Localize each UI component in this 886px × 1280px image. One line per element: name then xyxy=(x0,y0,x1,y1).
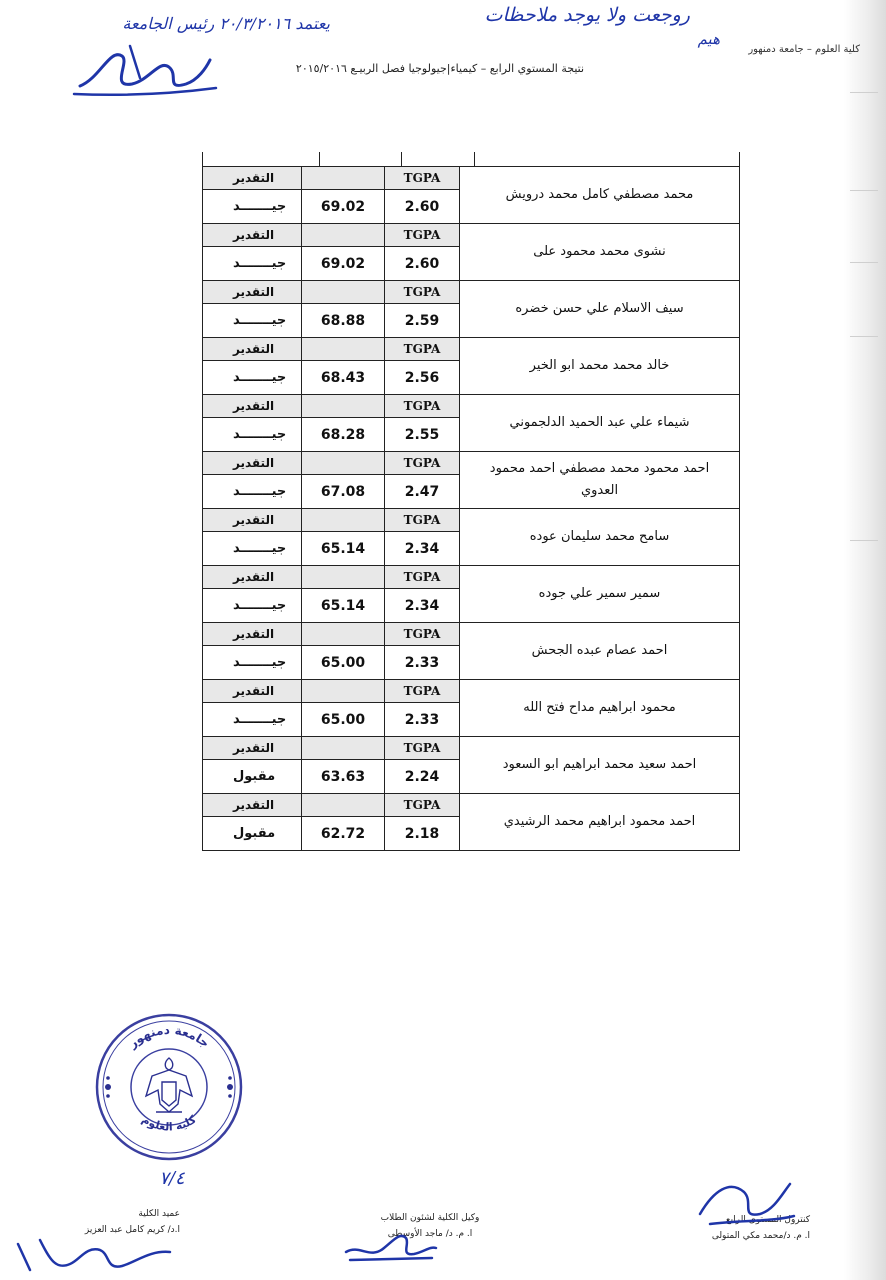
president-signature xyxy=(70,38,220,100)
grade-value: جيـــــــد xyxy=(203,475,302,509)
tgpa-header: TGPA xyxy=(385,680,460,703)
tgpa-header: TGPA xyxy=(385,623,460,646)
grade-value: جيـــــــد xyxy=(203,361,302,395)
student-name: احمد سعيد محمد ابراهيم ابو السعود xyxy=(460,737,740,794)
tgpa-value: 2.33 xyxy=(385,646,460,680)
grade-header: التقدير xyxy=(203,794,302,817)
table-row-header xyxy=(203,794,740,817)
percent-value: 68.88 xyxy=(302,304,385,338)
percent-header xyxy=(302,395,385,418)
percent-value: 69.02 xyxy=(302,247,385,281)
grade-header: التقدير xyxy=(203,452,302,475)
grade-header: التقدير xyxy=(203,281,302,304)
table-row-header xyxy=(203,224,740,247)
grade-value: جيـــــــد xyxy=(203,703,302,737)
grade-value: جيـــــــد xyxy=(203,646,302,680)
control-signature xyxy=(690,1170,800,1230)
grade-header: التقدير xyxy=(203,566,302,589)
tgpa-header: TGPA xyxy=(385,566,460,589)
tgpa-header: TGPA xyxy=(385,224,460,247)
dean-title: عميد الكلية xyxy=(138,1209,180,1219)
percent-value: 65.14 xyxy=(302,589,385,623)
grades-table xyxy=(202,166,740,851)
tgpa-value: 2.56 xyxy=(385,361,460,395)
student-name: محمد مصطفي كامل محمد درويش xyxy=(460,167,740,224)
tgpa-value: 2.60 xyxy=(385,190,460,224)
student-name: احمد عصام عبده الجحش xyxy=(460,623,740,680)
faculty-line: كلية العلوم – جامعة دمنهور xyxy=(748,44,860,55)
grade-value: جيـــــــد xyxy=(203,304,302,338)
control-title: كنترول المستوى الرابع xyxy=(725,1215,810,1225)
percent-value: 68.28 xyxy=(302,418,385,452)
dean-signature xyxy=(10,1230,180,1278)
grade-header: التقدير xyxy=(203,338,302,361)
student-name: شيماء علي عبد الحميد الدلجموني xyxy=(460,395,740,452)
table-row-header xyxy=(203,737,740,760)
tgpa-header: TGPA xyxy=(385,395,460,418)
tgpa-value: 2.55 xyxy=(385,418,460,452)
percent-header xyxy=(302,452,385,475)
edge-ghost-line xyxy=(850,92,878,93)
stub-line xyxy=(739,152,740,166)
tgpa-header: TGPA xyxy=(385,452,460,475)
tgpa-header: TGPA xyxy=(385,338,460,361)
percent-header xyxy=(302,680,385,703)
vice-dean-signature xyxy=(340,1222,440,1266)
percent-value: 67.08 xyxy=(302,475,385,509)
percent-header xyxy=(302,623,385,646)
percent-value: 68.43 xyxy=(302,361,385,395)
grade-value: مقبول xyxy=(203,817,302,851)
grade-value: جيـــــــد xyxy=(203,418,302,452)
student-name: خالد محمد محمد ابو الخير xyxy=(460,338,740,395)
tgpa-header: TGPA xyxy=(385,167,460,190)
vice-dean-name: ا. م. د/ ماجد الأوسطى xyxy=(387,1229,473,1239)
table-continuation-stub xyxy=(202,152,740,166)
grade-value: جيـــــــد xyxy=(203,532,302,566)
table-row-header xyxy=(203,509,740,532)
seal-bottom-text: كلية العلوم xyxy=(139,1112,199,1134)
percent-value: 65.00 xyxy=(302,703,385,737)
faculty-seal xyxy=(94,1012,244,1162)
table-row-header xyxy=(203,281,740,304)
table-row-header xyxy=(203,566,740,589)
grade-header: التقدير xyxy=(203,224,302,247)
percent-value: 69.02 xyxy=(302,190,385,224)
grade-header: التقدير xyxy=(203,737,302,760)
edge-ghost-line xyxy=(850,336,878,337)
handwritten-initials: هيم xyxy=(697,30,720,48)
stub-line xyxy=(202,152,203,166)
tgpa-header: TGPA xyxy=(385,737,460,760)
tgpa-value: 2.34 xyxy=(385,532,460,566)
document-title: نتيجة المستوي الرابع – كيمياء|جيولوجيا فصل الربيـع ٢٠١٥/٢٠١٦ xyxy=(295,62,585,75)
scan-shadow-edge xyxy=(844,0,886,1280)
percent-value: 63.63 xyxy=(302,760,385,794)
tgpa-value: 2.33 xyxy=(385,703,460,737)
seal-top-text: جامعة دمنهور xyxy=(125,1022,213,1051)
grade-header: التقدير xyxy=(203,680,302,703)
percent-header xyxy=(302,167,385,190)
tgpa-value: 2.60 xyxy=(385,247,460,281)
handwritten-review-note: روجعت ولا يوجد ملاحظات xyxy=(484,4,690,26)
percent-header xyxy=(302,737,385,760)
tgpa-value: 2.59 xyxy=(385,304,460,338)
percent-value: 65.00 xyxy=(302,646,385,680)
percent-value: 65.14 xyxy=(302,532,385,566)
vice-dean-title: وكيل الكلية لشئون الطلاب xyxy=(380,1213,480,1223)
grade-header: التقدير xyxy=(203,623,302,646)
grade-header: التقدير xyxy=(203,509,302,532)
percent-value: 62.72 xyxy=(302,817,385,851)
grade-header: التقدير xyxy=(203,167,302,190)
percent-header xyxy=(302,224,385,247)
student-name: سمير سمير علي جوده xyxy=(460,566,740,623)
tgpa-value: 2.24 xyxy=(385,760,460,794)
tgpa-header: TGPA xyxy=(385,794,460,817)
handwritten-approval-note: يعتمد ٢٠/٣/٢٠١٦ رئيس الجامعة xyxy=(122,14,330,33)
edge-ghost-line xyxy=(850,262,878,263)
percent-header xyxy=(302,566,385,589)
student-name: احمد محمود ابراهيم محمد الرشيدي xyxy=(460,794,740,851)
percent-header xyxy=(302,281,385,304)
svg-text:جامعة دمنهور xyxy=(125,1023,212,1051)
tgpa-header: TGPA xyxy=(385,509,460,532)
table-row-header xyxy=(203,395,740,418)
svg-text:كلية العلوم xyxy=(140,1113,199,1134)
grade-header: التقدير xyxy=(203,395,302,418)
dean-name: ا.د/ كريم كامل عبد العزيز xyxy=(84,1225,180,1235)
edge-ghost-line xyxy=(850,540,878,541)
tgpa-header: TGPA xyxy=(385,281,460,304)
table-row-header xyxy=(203,680,740,703)
control-name: ا. م. د/محمد مكي المتولى xyxy=(711,1231,810,1241)
table-row-header xyxy=(203,623,740,646)
seal-ornament-icon xyxy=(105,1076,233,1098)
percent-header xyxy=(302,338,385,361)
grade-value: مقبول xyxy=(203,760,302,794)
table-row-header xyxy=(203,452,740,475)
table-row-header xyxy=(203,338,740,361)
grade-value: جيـــــــد xyxy=(203,247,302,281)
stub-line xyxy=(319,152,320,166)
edge-ghost-line xyxy=(850,190,878,191)
handwritten-seal-note: ٧/٤ xyxy=(159,1168,185,1189)
percent-header xyxy=(302,794,385,817)
table-row-header xyxy=(203,167,740,190)
tgpa-value: 2.18 xyxy=(385,817,460,851)
student-name: احمد محمود محمد مصطفي احمد محمود العدوي xyxy=(460,452,740,509)
grade-value: جيـــــــد xyxy=(203,589,302,623)
percent-header xyxy=(302,509,385,532)
student-name: سيف الاسلام علي حسن خضره xyxy=(460,281,740,338)
stub-line xyxy=(401,152,402,166)
grade-value: جيـــــــد xyxy=(203,190,302,224)
stub-line xyxy=(474,152,475,166)
tgpa-value: 2.34 xyxy=(385,589,460,623)
student-name: محمود ابراهيم مداح فتح الله xyxy=(460,680,740,737)
tgpa-value: 2.47 xyxy=(385,475,460,509)
eagle-emblem-icon xyxy=(146,1058,192,1112)
student-name: سامح محمد سليمان عوده xyxy=(460,509,740,566)
student-name: نشوى محمد محمود على xyxy=(460,224,740,281)
